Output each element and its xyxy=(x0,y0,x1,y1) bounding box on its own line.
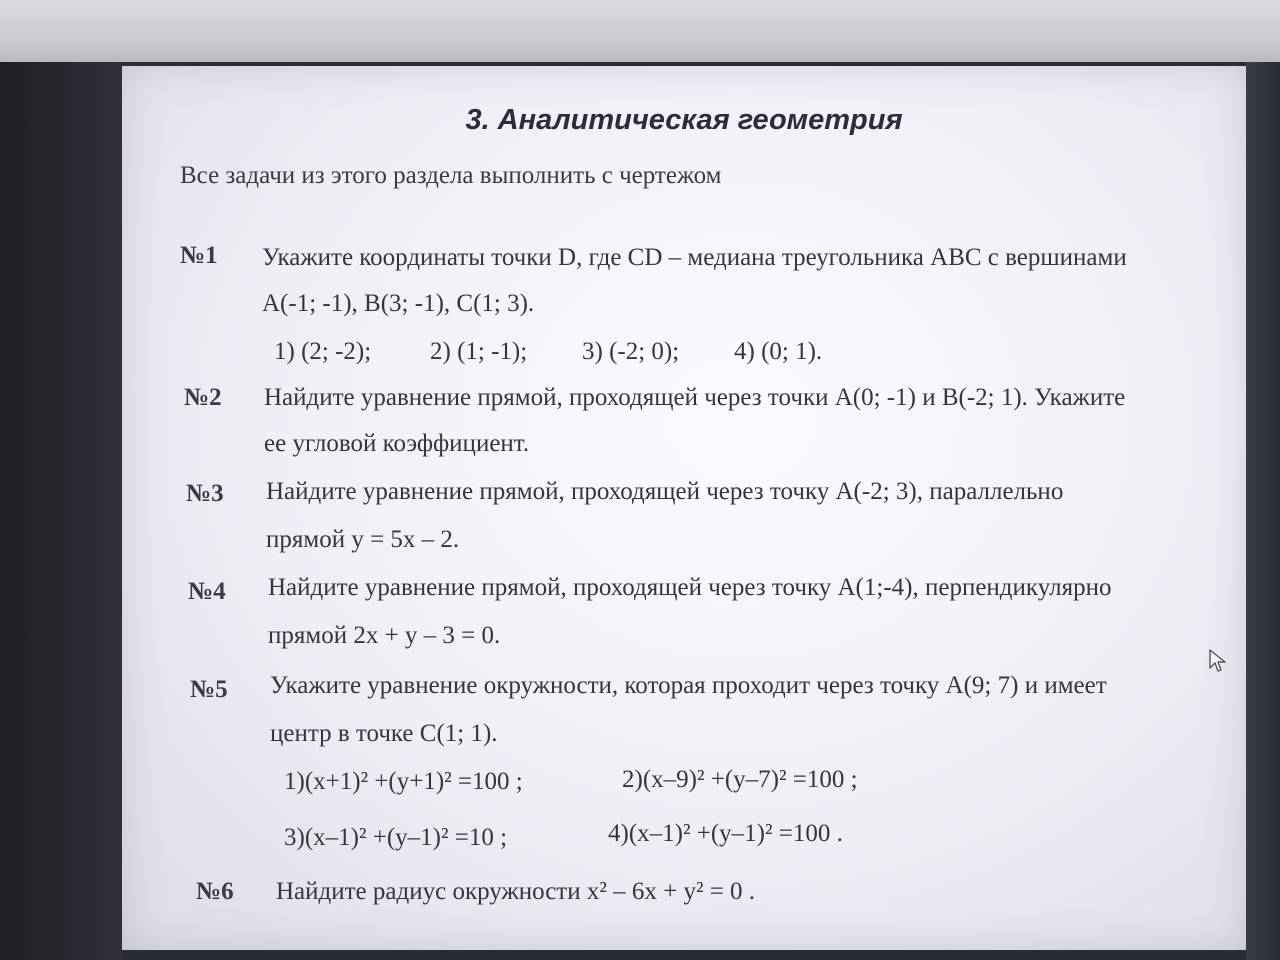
problem-3-line-1: Найдите уравнение прямой, проходящей через точку A(-2; 3), параллельно xyxy=(266,478,1064,505)
problem-number-6: №6 xyxy=(196,878,234,905)
problem-1-line-2: A(-1; -1), B(3; -1), C(1; 3). xyxy=(262,290,535,317)
section-intro: Все задачи из этого раздела выполнить с чертежом xyxy=(180,162,722,189)
problem-1-answer-3: 3) (-2; 0); xyxy=(582,338,680,365)
problem-number-3: №3 xyxy=(186,480,224,507)
problem-number-5: №5 xyxy=(190,676,228,703)
problem-5-answer-1: 1)(x+1)² +(y+1)² =100 ; xyxy=(284,768,523,795)
monitor-bezel-right xyxy=(1246,62,1280,960)
problem-1-answer-4: 4) (0; 1). xyxy=(734,338,823,365)
problem-1-answer-2: 2) (1; -1); xyxy=(430,338,528,365)
background-wall xyxy=(0,0,1280,62)
problem-5-line-1: Укажите уравнение окружности, которая проходит через точку A(9; 7) и имеет xyxy=(270,672,1107,699)
problem-4-line-1: Найдите уравнение прямой, проходящей через точку A(1;-4), перпендикулярно xyxy=(268,574,1112,601)
problem-number-4: №4 xyxy=(188,578,226,605)
problem-1-line-1: Укажите координаты точки D, где CD – медиана треугольника ABC с вершинами xyxy=(262,244,1127,271)
problem-1-answer-1: 1) (2; -2); xyxy=(274,338,372,365)
problem-5-answer-2: 2)(x–9)² +(y–7)² =100 ; xyxy=(622,766,858,793)
monitor-bezel-left xyxy=(0,62,122,960)
problem-number-2: №2 xyxy=(184,384,222,411)
problem-5-answer-4: 4)(x–1)² +(y–1)² =100 . xyxy=(608,820,843,847)
problem-3-line-2: прямой y = 5x – 2. xyxy=(266,526,460,553)
problem-5-line-2: центр в точке C(1; 1). xyxy=(270,720,498,747)
problem-2-line-1: Найдите уравнение прямой, проходящей через точки A(0; -1) и B(-2; 1). Укажите xyxy=(264,384,1126,411)
problem-number-1: №1 xyxy=(180,242,218,269)
problem-4-line-2: прямой 2x + y – 3 = 0. xyxy=(268,622,501,649)
problem-2-line-2: ее угловой коэффициент. xyxy=(264,430,530,457)
page-title: 3. Аналитическая геометрия xyxy=(465,104,903,136)
document-page xyxy=(122,66,1246,950)
mouse-pointer-icon xyxy=(1208,648,1228,674)
problem-5-answer-3: 3)(x–1)² +(y–1)² =10 ; xyxy=(284,824,508,851)
problem-6-line-1: Найдите радиус окружности x² – 6x + y² = 0 . xyxy=(276,878,756,905)
